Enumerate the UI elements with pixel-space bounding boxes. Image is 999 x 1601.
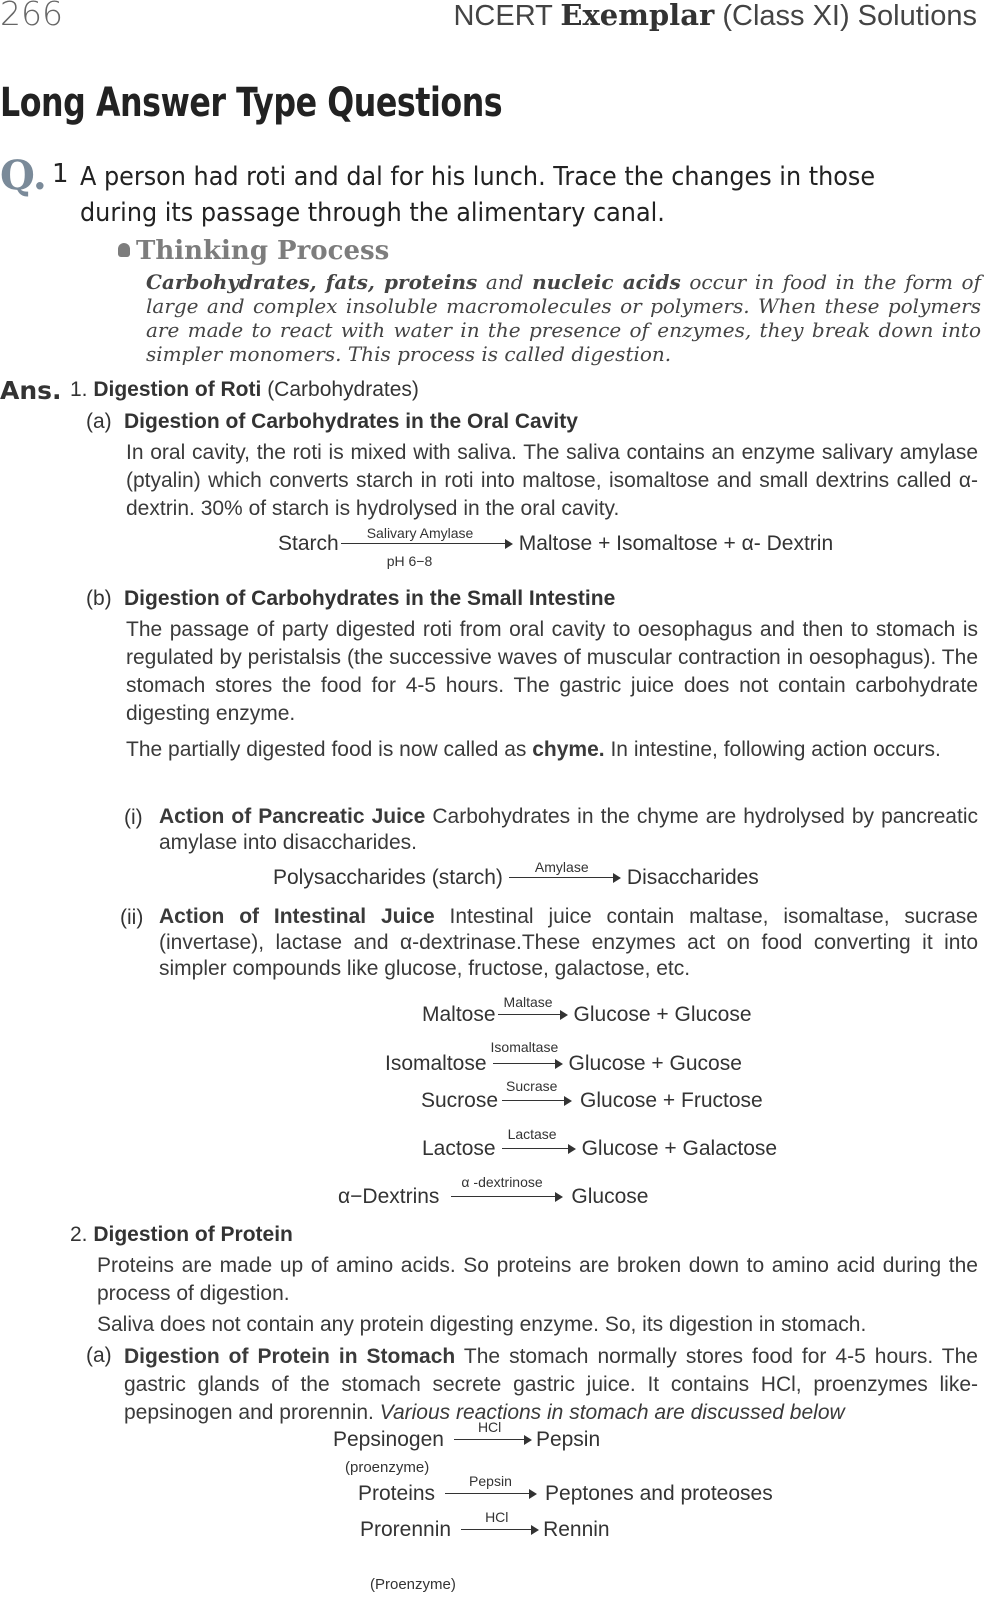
arrow-icon: [502, 1078, 572, 1106]
arrow-label-top: Sucrase: [506, 1078, 558, 1095]
sub-i-title: Action of Pancreatic Juice: [159, 805, 426, 828]
question-marker: Q.: [0, 152, 47, 199]
question-text: [80, 159, 908, 231]
sub-b-text1: The passage of party digested roti from oral cavity to oesophagus and then to stomach is regulated by peristalsis (the successive waves of muscular contraction in oesophagus). The stomach stores the food for 4-5 hours. The gastric juice does not contain carbohydrate digesting enzyme.: [126, 618, 978, 725]
item1-sub: (Carbohydrates): [267, 378, 419, 401]
reaction-prorennin: [360, 1509, 610, 1542]
sub-a-label: (a): [86, 410, 112, 433]
item2-a-italic: Various reactions in stomach are discussed below: [379, 1401, 845, 1424]
sub-i-text: [159, 804, 978, 856]
reaction-left: Pepsinogen: [333, 1428, 444, 1451]
sub-b-title: Digestion of Carbohydrates in the Small Intestine: [124, 587, 616, 610]
item2-num: 2.: [70, 1223, 88, 1246]
reaction-left: Polysaccharides (starch): [273, 866, 503, 889]
item2-a-body: The stomach normally stores food for 4-5 hours. The gastric glands of the stomach secrete gastric juice. It contains HCl, proenzymes like- pepsinogen and prorennin.: [124, 1345, 978, 1424]
sub-i-body: Carbohydrates in the chyme are hydrolysed by pancreatic amylase into disaccharides.: [159, 805, 978, 854]
thinking-bold-1: Carbohydrates, fats, proteins: [146, 270, 478, 294]
reaction-left: Lactose: [422, 1137, 496, 1160]
book-bold: Exemplar: [560, 0, 715, 32]
thinking-bold-2: nucleic acids: [532, 270, 681, 294]
arrow-icon: [341, 525, 513, 570]
sub-ii-title: Action of Intestinal Juice: [159, 905, 435, 928]
text2-post: In intestine, following action occurs.: [610, 738, 941, 761]
arrow-label-top: HCl: [485, 1509, 509, 1526]
item2-a-title: Digestion of Protein in Stomach: [124, 1345, 456, 1368]
thinking-heading-text: Thinking Process: [136, 236, 390, 266]
reaction-right: Peptones and proteoses: [545, 1482, 773, 1505]
item2-title: Digestion of Protein: [93, 1223, 293, 1246]
arrow-label-top: Maltase: [503, 994, 553, 1011]
reaction-right: Glucose: [571, 1185, 649, 1208]
thinking-body: [146, 270, 981, 366]
item1-title: Digestion of Roti: [93, 378, 262, 401]
arrow-icon: [490, 1039, 563, 1069]
sub-i-label: (i): [124, 806, 143, 829]
arrow-icon: [509, 859, 621, 883]
reaction-right: Disaccharides: [626, 866, 759, 889]
reaction-proteins: [358, 1473, 773, 1506]
item1-num: 1.: [70, 378, 88, 401]
reaction-pepsinogen: [333, 1419, 601, 1452]
reaction-right: Glucose + Galactose: [581, 1137, 778, 1160]
reaction-right: Glucose + Fructose: [580, 1089, 763, 1112]
sub-ii-text: [159, 904, 978, 982]
book-prefix: NCERT: [453, 0, 553, 32]
arrow-icon: [461, 1509, 539, 1535]
reaction-left: α−Dextrins: [338, 1185, 440, 1208]
reaction-starch: [278, 525, 834, 570]
arrow-label-top: HCl: [477, 1419, 502, 1436]
arrow-label-top: Lactase: [507, 1126, 557, 1143]
text2-pre: The partially digested food is now called as: [126, 738, 527, 761]
item2-p2: Saliva does not contain any protein digesting enzyme. So, its digestion in stomach.: [97, 1313, 867, 1336]
prorennin-note: (Proenzyme): [370, 1576, 456, 1593]
item2-heading: [70, 1223, 293, 1247]
thinking-heading: [118, 236, 389, 266]
arrow-icon: [445, 1473, 537, 1499]
arrow-label-top: α -dextrinose: [461, 1174, 543, 1191]
reaction-right: Pepsin: [535, 1428, 601, 1451]
reaction-maltose: [422, 994, 752, 1027]
arrow-label-top: Amylase: [534, 859, 589, 876]
reaction-left: Sucrose: [421, 1089, 499, 1112]
reaction-left: Proteins: [358, 1482, 436, 1505]
book-title: [453, 0, 977, 33]
arrow-icon: [502, 1126, 576, 1154]
reaction-sucrose: [421, 1078, 763, 1113]
reaction-right: Maltose + Isomaltose + α- Dextrin: [518, 532, 834, 555]
arrow-label-bottom: pH 6−8: [386, 553, 433, 570]
arrow-label-top: Pepsin: [469, 1473, 512, 1490]
page-number: 266: [0, 0, 63, 33]
reaction-left: Prorennin: [360, 1518, 452, 1541]
sub-b-text2: [126, 736, 978, 764]
sub-b-label: (b): [86, 587, 112, 610]
book-suffix: (Class XI) Solutions: [722, 0, 977, 32]
arrow-label-top: Isomaltase: [490, 1039, 559, 1056]
reaction-dextrins: [338, 1174, 649, 1209]
thinking-and: and: [485, 270, 524, 294]
answer-marker: Ans.: [0, 376, 62, 405]
item2-a-label: (a): [86, 1344, 112, 1367]
sub-ii-body: Intestinal juice contain maltase, isomaltase, sucrase (invertase), lactase and α-dextrinase.These enzymes act on food converting it into simpler compounds like glucose, fructose, galactose, etc.: [159, 905, 978, 980]
arrow-icon: [454, 1419, 532, 1445]
reaction-right: Glucose + Glucose: [573, 1003, 752, 1026]
thinking-text: occur in food in the form of large and complex insoluble macromolecules or polymers. When these polymers are made to react with water in the presence of enzymes, they break down into simpler monomers. This process is called digestion.: [146, 270, 981, 366]
pepsinogen-note: (proenzyme): [345, 1459, 430, 1476]
reaction-left: Starch: [278, 532, 339, 555]
arrow-icon: [451, 1174, 563, 1202]
sub-a-title: Digestion of Carbohydrates in the Oral Cavity: [124, 410, 578, 433]
item2-p1: Proteins are made up of amino acids. So proteins are broken down to amino acid during the process of digestion.: [97, 1254, 978, 1305]
section-title: Long Answer Type Questions: [0, 80, 503, 126]
reaction-right: Rennin: [543, 1518, 610, 1541]
item1-heading: [70, 378, 419, 402]
item2-a-text: [124, 1343, 978, 1427]
sub-ii-label: (ii): [120, 906, 144, 929]
question-body: A person had roti and dal for his lunch. Trace the changes in those during its passage through the alimentary canal.: [80, 162, 876, 228]
lightbulb-icon: [118, 243, 130, 257]
arrow-icon: [498, 994, 568, 1020]
reaction-isomaltose: [385, 1039, 742, 1076]
question-number: 1: [52, 159, 69, 189]
text2-bold: chyme.: [532, 738, 605, 761]
sub-a-text: In oral cavity, the roti is mixed with saliva. The saliva contains an enzyme salivary amylase (ptyalin) which converts starch in roti into maltose, isomaltose and small dextrins called α-dextrin. 30% of starch is hydrolysed in the oral cavity.: [126, 441, 978, 520]
reaction-left: Maltose: [422, 1003, 496, 1026]
arrow-label-top: Salivary Amylase: [366, 525, 474, 542]
reaction-right: Glucose + Gucose: [568, 1052, 742, 1075]
reaction-lactose: [422, 1126, 778, 1161]
reaction-left: Isomaltose: [385, 1052, 487, 1075]
reaction-polysaccharides: [273, 859, 759, 890]
